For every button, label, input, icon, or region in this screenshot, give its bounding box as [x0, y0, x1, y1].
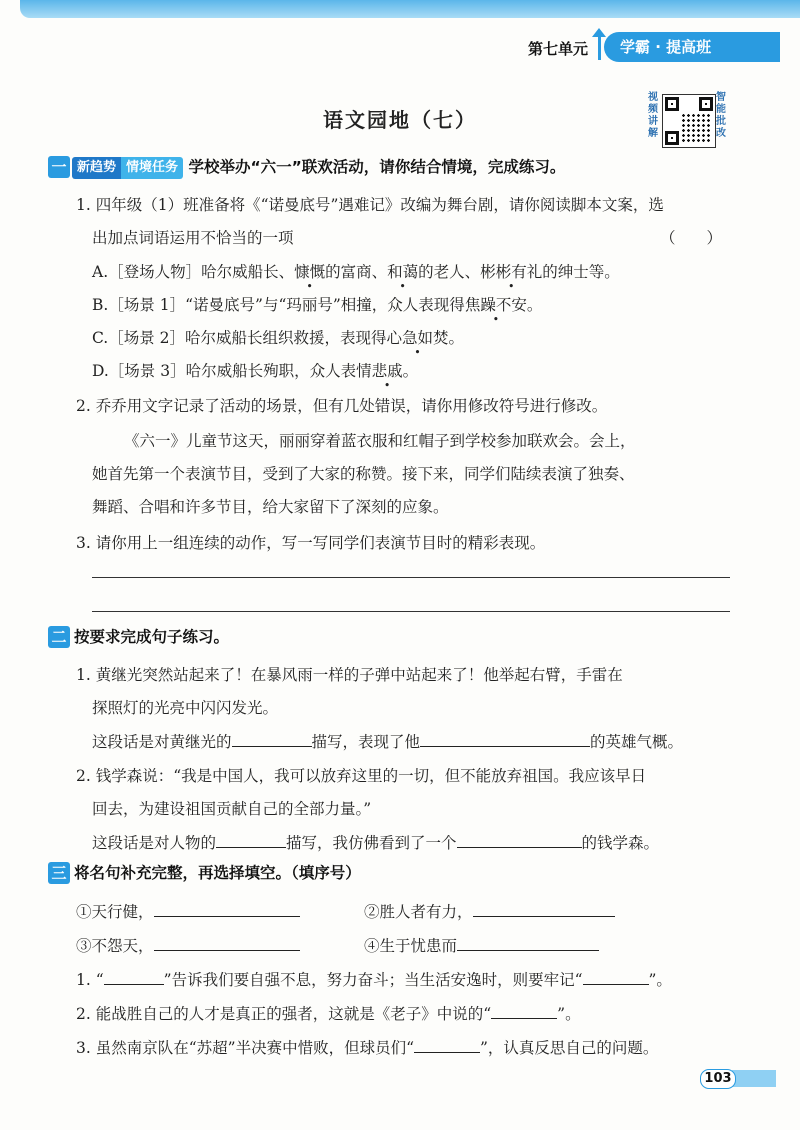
- s3-q2: 2. 能战胜自己的人才是真正的强者，这就是《老子》中说的“ ”。: [76, 1002, 581, 1024]
- proverb-3: ③不怨天，: [76, 934, 300, 956]
- proverb-4: ④生于忧患而: [364, 934, 599, 956]
- s1-q3-stem: 3. 请你用上一组连续的动作，写一写同学们表演节目时的精彩表现。: [76, 534, 546, 552]
- context-tag: 情境任务: [121, 157, 183, 179]
- option-c: C.［场景 2］哈尔威船长组织救援，表现得心急如焚。: [92, 329, 465, 347]
- s3-q3: 3. 虽然南京队在“苏超”半决赛中惜败，但球员们“ ”，认真反思自己的问题。: [76, 1036, 658, 1058]
- blank-field[interactable]: [104, 968, 164, 985]
- proverb-2: ②胜人者有力，: [364, 900, 615, 922]
- blank-field[interactable]: [583, 968, 649, 985]
- blank-field[interactable]: [232, 730, 312, 747]
- s1-q2-passage-1: 《六一》儿童节这天，丽丽穿着蓝衣服和红帽子到学校参加联欢会。会上，: [124, 432, 636, 450]
- option-a: A.［登场人物］哈尔威船长、慷慨的富商、和蔼的老人、彬彬有礼的绅士等。: [92, 263, 620, 281]
- blank-field[interactable]: [491, 1002, 557, 1019]
- section-1-title: 学校举办“六一”联欢活动，请你结合情境，完成练习。: [188, 158, 566, 176]
- qr-label-grading: 智能批改: [716, 92, 726, 139]
- header-bar: [20, 0, 800, 18]
- section-1-heading: [72, 156, 565, 179]
- s1-q2-stem: 2. 乔乔用文字记录了活动的场景，但有几处错误，请你用修改符号进行修改。: [76, 397, 608, 415]
- unit-label: 第七单元: [528, 40, 589, 58]
- qr-label-video: 视频讲解: [648, 92, 658, 139]
- s1-q1-line1: 1. 四年级（1）班准备将《“诺曼底号”遇难记》改编为舞台剧，请你阅读脚本文案，选: [76, 196, 664, 214]
- page-number-bar: [732, 1070, 776, 1087]
- s2-q1-fill: 这段话是对黄继光的 描写，表现了他 的英雄气概。: [92, 730, 683, 752]
- s1-q2-passage-3: 舞蹈、合唱和许多节目，给大家留下了深刻的应象。: [92, 498, 449, 516]
- page-number: 103: [700, 1069, 736, 1089]
- section-3-marker: 三: [48, 862, 70, 884]
- s2-q1-line1: 1. 黄继光突然站起来了！在暴风雨一样的子弹中站起来了！他举起右臂，手雷在: [76, 666, 623, 684]
- s1-q2-passage-2: 她首先第一个表演节目，受到了大家的称赞。接下来，同学们陆续表演了独奏、: [92, 465, 635, 483]
- s3-q1: 1. “ ”告诉我们要自强不息，努力奋斗；当生活安逸时，则要牢记“ ”。: [76, 968, 672, 990]
- section-1-marker: 一: [48, 156, 70, 178]
- blank-field[interactable]: [457, 831, 582, 848]
- s2-q2-fill: 这段话是对人物的 描写，我仿佛看到了一个 的钱学森。: [92, 831, 659, 853]
- proverb-1: ①天行健，: [76, 900, 300, 922]
- blank-field[interactable]: [457, 934, 599, 951]
- brand-badge: 学霸 · 提高班: [604, 32, 780, 62]
- brand-arrow-head-icon: [592, 28, 606, 37]
- answer-paren[interactable]: （ ）: [660, 229, 723, 247]
- answer-line[interactable]: [92, 611, 730, 612]
- section-2-marker: 二: [48, 626, 70, 648]
- blank-field[interactable]: [154, 934, 300, 951]
- blank-field[interactable]: [420, 730, 590, 747]
- s2-q2-line2: 回去，为建设祖国贡献自己的全部力量。”: [92, 800, 372, 818]
- option-b: B.［场景 1］“诺曼底号”与“玛丽号”相撞，众人表现得焦躁不安。: [92, 296, 543, 314]
- section-3-title: 将名句补充完整，再选择填空。（填序号）: [74, 864, 361, 882]
- section-2-title: 按要求完成句子练习。: [74, 628, 230, 646]
- s1-q1-line2: 出加点词语运用不恰当的一项: [92, 229, 294, 247]
- s2-q1-line2: 探照灯的光亮中闪闪发光。: [92, 699, 279, 717]
- qr-code-icon[interactable]: [662, 94, 716, 148]
- s2-q2-line1: 2. 钱学森说：“我是中国人，我可以放弃这里的一切，但不能放弃祖国。我应该早日: [76, 767, 647, 785]
- blank-field[interactable]: [414, 1036, 480, 1053]
- blank-field[interactable]: [216, 831, 286, 848]
- option-d: D.［场景 3］哈尔威船长殉职，众人表情悲戚。: [92, 362, 419, 380]
- blank-field[interactable]: [154, 900, 300, 917]
- blank-field[interactable]: [473, 900, 615, 917]
- answer-line[interactable]: [92, 577, 730, 578]
- page-title: 语文园地（七）: [323, 108, 477, 132]
- brand-arrow-icon: [598, 34, 601, 60]
- trend-tag: 新趋势: [72, 157, 121, 179]
